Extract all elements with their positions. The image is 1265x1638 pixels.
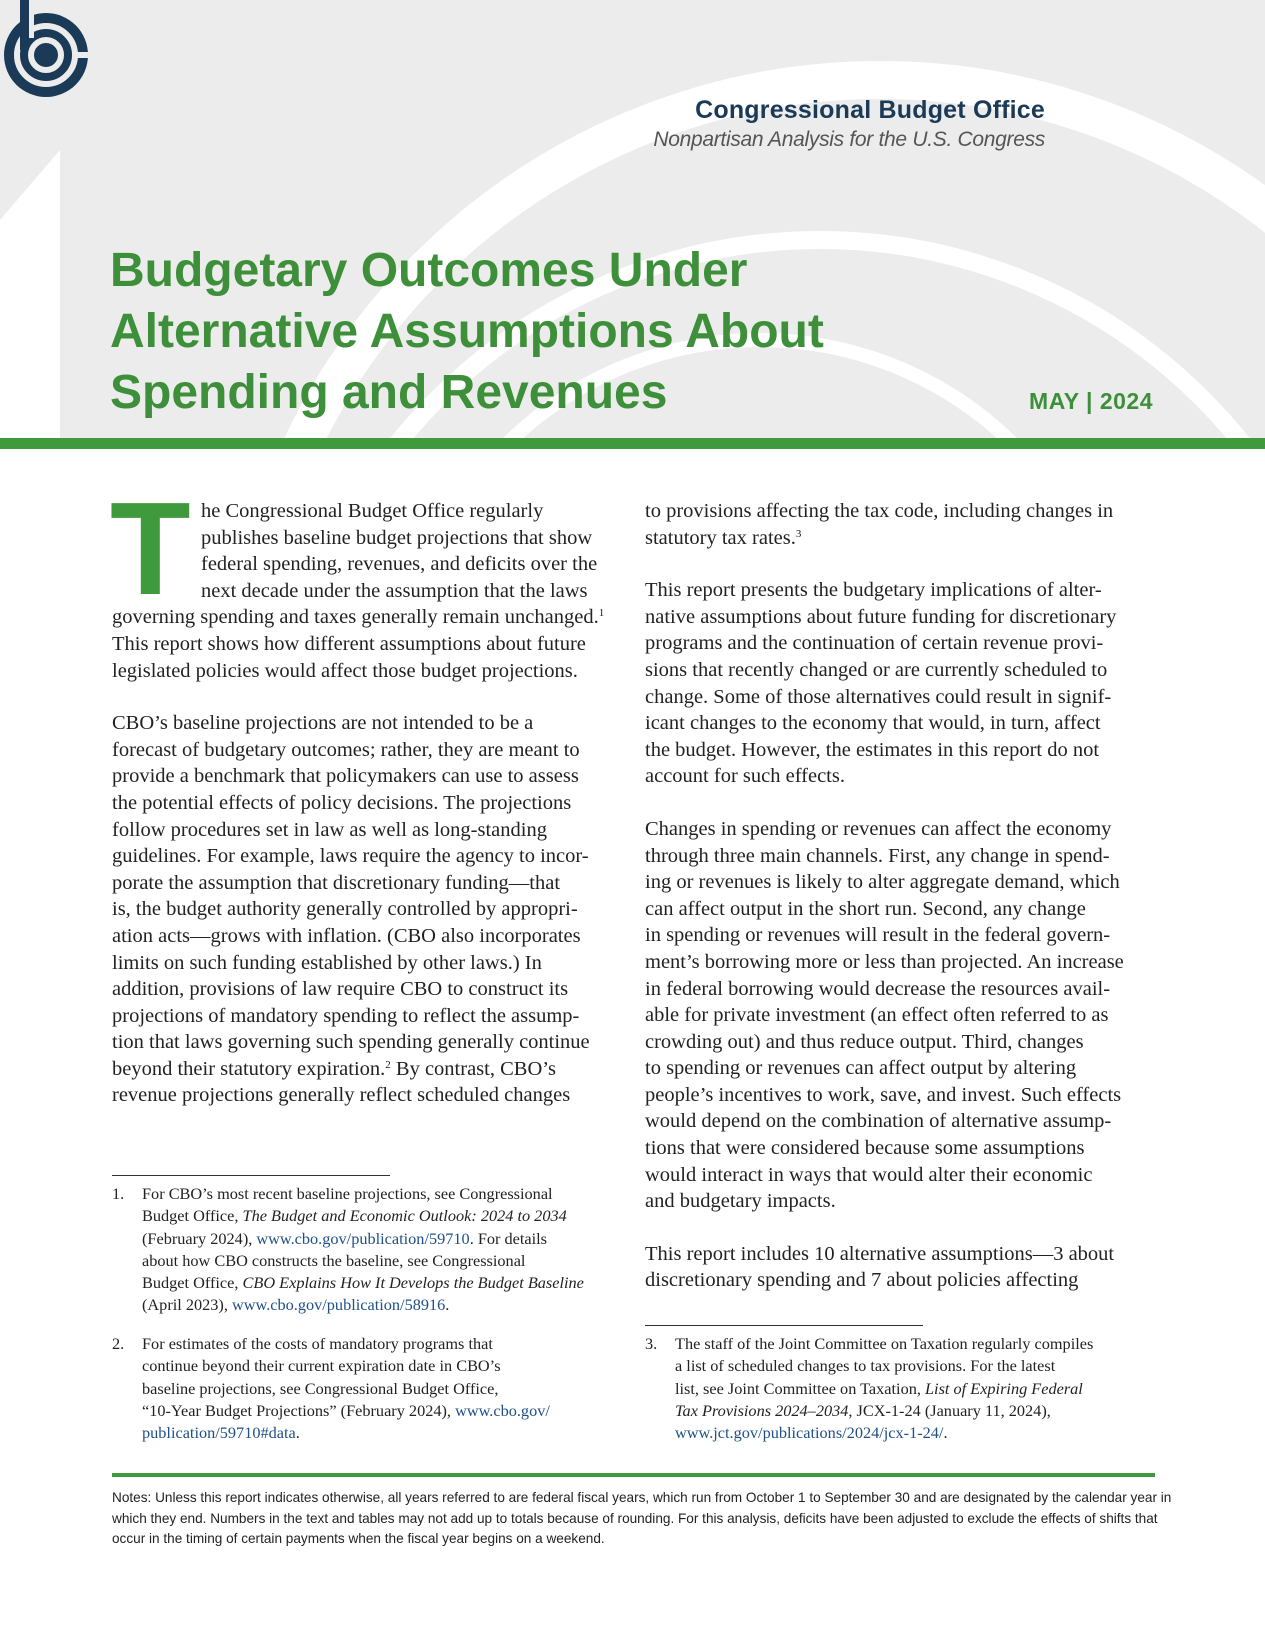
footnote-rule (645, 1325, 923, 1326)
text-line (645, 710, 1155, 737)
text-segment: limits on such funding established by other laws.) In (112, 951, 542, 974)
text-segment: legislated policies would affect those budget projections. (112, 659, 578, 682)
text-line (112, 737, 612, 764)
text-segment: account for such effects. (645, 765, 845, 788)
org-name: Congressional Budget Office (695, 96, 1045, 124)
text-line (645, 1267, 1155, 1294)
footnote-rule (112, 1175, 390, 1176)
text-line (112, 923, 612, 950)
right-column (645, 498, 1155, 1320)
text-segment: governing spending and taxes generally remain unchanged. (112, 606, 599, 629)
text-line (645, 1188, 1155, 1215)
text-line (645, 498, 1155, 525)
text-segment: he Congressional Budget Office regularly (201, 500, 544, 522)
text-segment: able for private investment (an effect often referred to as (645, 1004, 1109, 1027)
text-line (112, 498, 612, 525)
text-line (645, 976, 1155, 1003)
text-segment: ment’s borrowing more or less than projected. An increase (645, 950, 1124, 973)
text-line (645, 843, 1155, 870)
footnote-ref[interactable]: 2 (385, 1058, 391, 1071)
footnote-text: For estimates of the costs of mandatory programs that (142, 1334, 493, 1353)
text-line (112, 817, 612, 844)
text-line (645, 1002, 1155, 1029)
title-line: Budgetary Outcomes Under (110, 244, 748, 297)
text-segment: change. Some of those alternatives could result in signif- (645, 685, 1112, 708)
text-line (112, 658, 612, 685)
left-column (110, 475, 612, 1135)
footnote-text: list, see Joint Committee on Taxation, (675, 1378, 925, 1398)
footnote-text: . (295, 1423, 300, 1443)
text-segment: would depend on the combination of alternative assump- (645, 1110, 1112, 1133)
text-segment: discretionary spending and 7 about policies affecting (645, 1269, 1079, 1292)
text-line (645, 922, 1155, 949)
text-segment: to spending or revenues can affect output by altering (645, 1057, 1077, 1080)
cited-title: CBO Explains How It Develops the Budget Baseline (242, 1273, 584, 1293)
footnote-text: about how CBO constructs the baseline, see Congressional (142, 1250, 526, 1270)
paragraph (645, 577, 1155, 790)
text-line (112, 976, 612, 1003)
text-segment: projections of mandatory spending to reflect the assump- (112, 1004, 580, 1027)
link-publication-58916[interactable]: www.cbo.gov/publication/58916 (231, 1295, 446, 1315)
paragraph (645, 1241, 1155, 1294)
footnote-text: (February 2024), (142, 1228, 257, 1248)
text-line (112, 843, 612, 870)
paragraph (110, 475, 612, 684)
text-segment: people’s incentives to work, save, and invest. Such effects (645, 1083, 1122, 1106)
text-line (645, 737, 1155, 764)
text-line (112, 604, 612, 631)
text-segment: This report includes 10 alternative assumptions—3 about (645, 1242, 1115, 1265)
footnote-text: The staff of the Joint Committee on Taxation regularly compiles (675, 1334, 1094, 1353)
footnote-3 (645, 1333, 1165, 1444)
footnote-2 (112, 1333, 612, 1444)
text-segment: CBO’s baseline projections are not intended to be a (112, 712, 534, 735)
text-segment: guidelines. For example, laws require the agency to incor- (112, 845, 589, 868)
text-segment: in federal borrowing would decrease the resources avail- (645, 977, 1111, 1000)
footnote-text: . (445, 1295, 450, 1315)
footnote-text: continue beyond their current expiration date in CBO’s (142, 1356, 501, 1376)
cbo-logo-icon (0, 0, 92, 100)
drop-cap: T (110, 475, 191, 622)
brand-block (653, 96, 1045, 152)
footnote-number: 2. (112, 1334, 125, 1353)
text-segment: would interact in ways that would alter their economic (645, 1163, 1093, 1186)
text-segment: can affect output in the short run. Second, any change (645, 897, 1086, 920)
footnote-number: 1. (112, 1184, 125, 1203)
text-segment: and budgetary impacts. (645, 1190, 836, 1213)
cited-title: List of Expiring Federal (925, 1378, 1083, 1398)
divider-bar (0, 438, 1265, 449)
text-line (645, 1082, 1155, 1109)
cited-title: Tax Provisions 2024–2034 (675, 1400, 849, 1420)
footnote-text: . (943, 1423, 948, 1443)
text-segment: publishes baseline budget projections that show (201, 526, 593, 549)
text-line (645, 1029, 1155, 1056)
paragraph (112, 710, 612, 1109)
text-segment: to provisions affecting the tax code, including changes in (645, 500, 1114, 522)
footnote-text: . For details (469, 1228, 548, 1248)
text-line (112, 710, 612, 737)
footnote-text: , JCX-1-24 (January 11, 2024), (848, 1400, 1051, 1420)
text-segment: federal spending, revenues, and deficits over the (201, 553, 598, 576)
text-line (112, 631, 612, 658)
footnote-text: Budget Office, (142, 1273, 243, 1293)
text-segment: tion that laws governing such spending generally continue (112, 1031, 590, 1054)
text-line (112, 551, 612, 578)
link-publication-59710-data[interactable]: publication/59710#data (142, 1423, 296, 1443)
text-segment: is, the budget authority generally controlled by appropri- (112, 898, 578, 921)
text-segment: provide a benchmark that policymakers can use to assess (112, 765, 579, 788)
text-segment: revenue projections generally reflect scheduled changes (112, 1084, 571, 1107)
text-line (112, 1029, 612, 1056)
text-segment: By contrast, CBO’s (390, 1057, 556, 1080)
text-segment: beyond their statutory expiration. (112, 1057, 386, 1080)
paragraph (645, 498, 1155, 551)
text-segment: sions that recently changed or are currently scheduled to (645, 658, 1108, 681)
text-line (645, 816, 1155, 843)
text-line (645, 1241, 1155, 1268)
text-segment: statutory tax rates. (645, 526, 796, 549)
text-line (112, 1056, 612, 1083)
notes: Notes: Unless this report indicates otherwise, all years referred to are federal fiscal years, which run from October 1 to September 30 and are designated by the calendar year in which they end. Numbers in the text and tables may not add up to totals because of rounding. For this analysis, deficits have been adjusted to exclude the effects of shifts that occur in the timing of certain payments when the fiscal year begins on a weekend. (112, 1490, 1172, 1546)
text-segment: through three main channels. First, any change in spend- (645, 844, 1110, 867)
paragraph (645, 816, 1155, 1215)
link-publication-59710-data[interactable]: www.cbo.gov/ (455, 1400, 550, 1420)
text-segment: follow procedures set in law as well as long-standing (112, 818, 547, 841)
text-line (645, 525, 1155, 552)
link-jct-jcx-1-24[interactable]: www.jct.gov/publications/2024/jcx-1-24/ (675, 1423, 944, 1443)
text-segment: Changes in spending or revenues can affect the economy (645, 817, 1112, 840)
report-title (110, 240, 824, 423)
text-line (645, 949, 1155, 976)
text-segment: forecast of budgetary outcomes; rather, they are meant to (112, 738, 580, 761)
notes-divider (112, 1473, 1155, 1477)
text-segment: addition, provisions of law require CBO to construct its (112, 978, 569, 1001)
footnote-text: (April 2023), (142, 1295, 232, 1315)
text-line (645, 869, 1155, 896)
text-segment: This report shows how different assumptions about future (112, 632, 586, 655)
footnote-ref[interactable]: 1 (598, 607, 605, 620)
text-segment: in spending or revenues will result in the federal govern- (645, 924, 1111, 947)
footnote-text: Budget Office, (142, 1206, 243, 1226)
text-line (112, 896, 612, 923)
text-line (645, 1162, 1155, 1189)
footnote-text: baseline projections, see Congressional Budget Office, (142, 1378, 499, 1398)
text-line (112, 790, 612, 817)
text-line (645, 763, 1155, 790)
text-segment: porate the assumption that discretionary funding—that (112, 871, 561, 894)
text-line (645, 1135, 1155, 1162)
title-line: Alternative Assumptions About (110, 305, 824, 358)
text-line (112, 525, 612, 552)
text-line (112, 763, 612, 790)
text-segment: the budget. However, the estimates in this report do not (645, 738, 1100, 761)
text-line (645, 630, 1155, 657)
title-line: Spending and Revenues (110, 366, 668, 419)
header-banner (0, 0, 1265, 438)
org-tagline: Nonpartisan Analysis for the U.S. Congress (653, 128, 1045, 151)
text-line (645, 577, 1155, 604)
text-segment: crowding out) and thus reduce output. Third, changes (645, 1030, 1084, 1053)
text-line (645, 1055, 1155, 1082)
text-segment: tions that were considered because some assumptions (645, 1137, 1085, 1160)
footnote-number: 3. (645, 1334, 658, 1353)
text-line (112, 950, 612, 977)
text-segment: icant changes to the economy that would, in turn, affect (645, 712, 1101, 735)
text-segment: ation acts—grows with inflation. (CBO also incorporates (112, 924, 581, 947)
footnote-text: a list of scheduled changes to tax provisions. For the latest (675, 1356, 1056, 1376)
text-line (645, 1108, 1155, 1135)
footnote-1 (112, 1183, 612, 1317)
text-line (645, 604, 1155, 631)
publication-date: MAY | 2024 (1029, 388, 1153, 414)
footnote-text: For CBO’s most recent baseline projections, see Congressional (142, 1184, 553, 1203)
text-segment: This report presents the budgetary implications of alter- (645, 579, 1102, 602)
text-line (645, 657, 1155, 684)
text-line (645, 684, 1155, 711)
footnote-ref[interactable]: 3 (795, 527, 802, 540)
cited-title: The Budget and Economic Outlook: 2024 to 2034 (242, 1206, 567, 1226)
text-segment: programs and the continuation of certain revenue provi- (645, 632, 1104, 655)
text-segment: the potential effects of policy decisions. The projections (112, 791, 572, 814)
text-segment: next decade under the assumption that the laws (201, 579, 588, 602)
text-line (112, 578, 612, 605)
text-segment: native assumptions about future funding for discretionary (645, 605, 1117, 628)
text-line (112, 1082, 612, 1109)
text-line (112, 1003, 612, 1030)
link-publication-59710[interactable]: www.cbo.gov/publication/59710 (256, 1228, 470, 1248)
footnote-text: “10-Year Budget Projections” (February 2024), (142, 1400, 456, 1420)
text-line (112, 870, 612, 897)
text-line (645, 896, 1155, 923)
text-segment: ing or revenues is likely to alter aggregate demand, which (645, 871, 1120, 894)
